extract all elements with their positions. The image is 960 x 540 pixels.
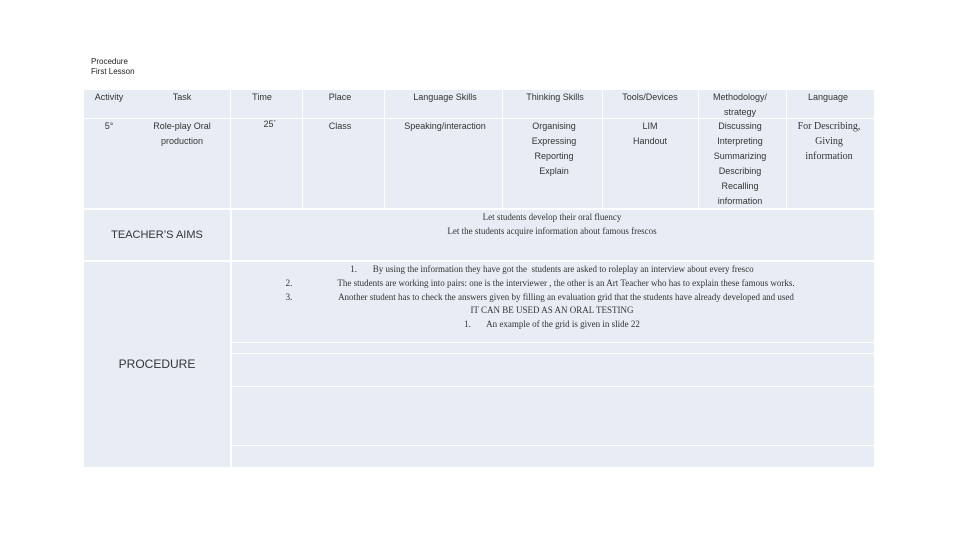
cell-tools: LIM Handout xyxy=(632,121,668,146)
cell-time: 25´ xyxy=(263,119,277,129)
doc-subtitle: First Lesson xyxy=(91,67,135,76)
cell-language: For Describing, Giving information xyxy=(797,121,861,162)
col-thinking-skills: Thinking Skills xyxy=(526,92,584,102)
col-methodology: Methodology/ strategy xyxy=(712,92,768,117)
col-place: Place xyxy=(328,92,352,102)
col-language-skills: Language Skills xyxy=(413,92,477,102)
procedure-label: PROCEDURE xyxy=(118,357,196,371)
cell-language-skills: Speaking/interaction xyxy=(404,121,486,131)
cell-thinking-skills: Organising Expressing Reporting Explain xyxy=(531,121,577,176)
col-task: Task xyxy=(172,92,192,102)
col-time: Time xyxy=(252,92,272,102)
aims-line-1: Let students develop their oral fluency xyxy=(482,212,622,222)
procedure-item-2: The students are working into pairs: one is the interviewer , the other is an Art Teacher who has to explain these famous works. xyxy=(337,278,795,288)
procedure-note: IT CAN BE USED AS AN ORAL TESTING xyxy=(470,305,634,315)
procedure-item-2-number: 2. xyxy=(285,278,293,288)
col-tools: Tools/Devices xyxy=(622,92,678,102)
cell-activity: 5° xyxy=(104,121,114,131)
doc-title: Procedure xyxy=(91,57,128,66)
aims-label: TEACHER’S AIMS xyxy=(111,229,203,241)
cell-methodology: Discussing Interpreting Summarizing Describing Recalling information xyxy=(713,121,767,206)
cell-task: Role-play Oral production xyxy=(153,121,211,146)
procedure-item-3: Another student has to check the answers given by filling an evaluation grid that the students have already developed and used xyxy=(338,292,794,302)
procedure-item-4: 1. An example of the grid is given in slide 22 xyxy=(464,319,640,329)
cell-place: Class xyxy=(328,121,352,131)
aims-line-2: Let the students acquire information about famous frescos xyxy=(447,226,657,236)
col-language: Language xyxy=(807,92,849,102)
col-activity: Activity xyxy=(94,92,124,102)
procedure-item-1: 1. By using the information they have got the students are asked to roleplay an interview about every fresco xyxy=(350,264,754,274)
procedure-item-3-number: 3. xyxy=(285,292,293,302)
